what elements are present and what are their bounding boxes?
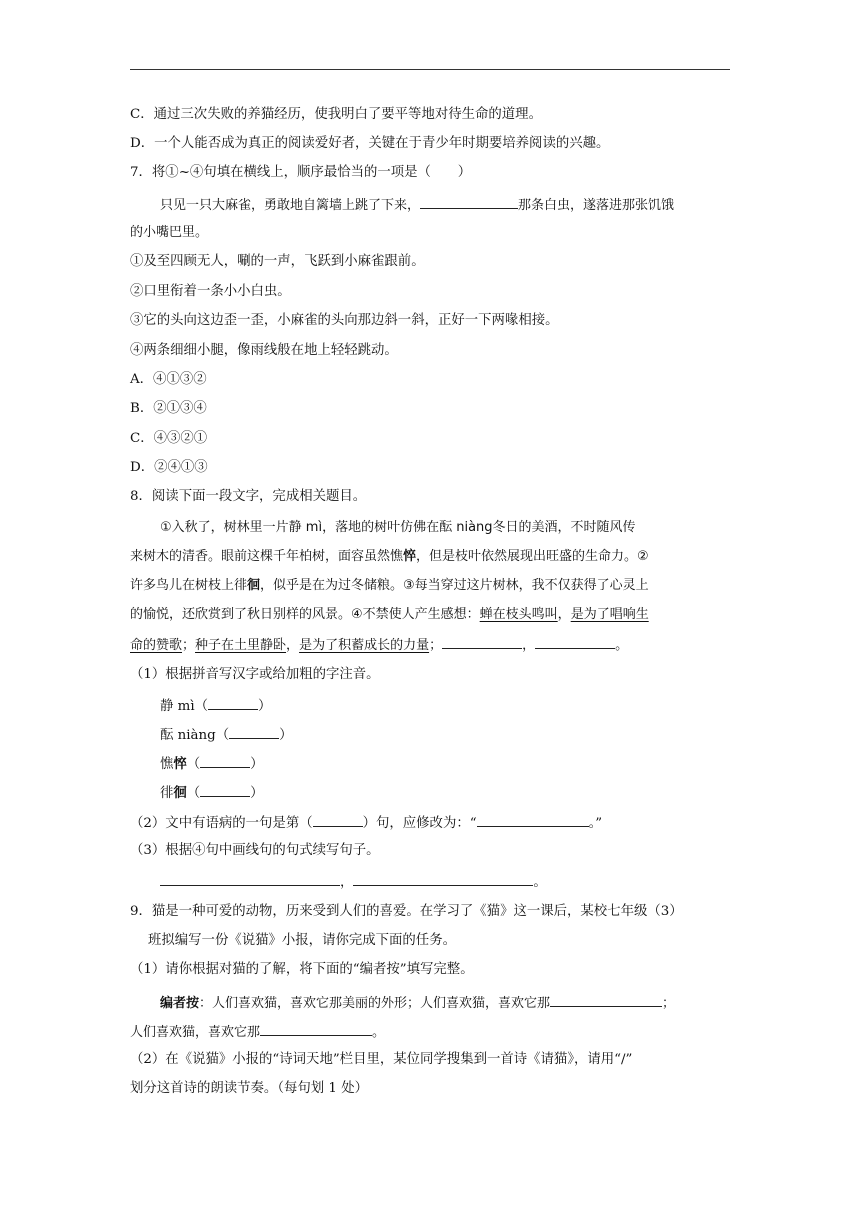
q7-stem: 7．将①~④句填在横线上，顺序最恰当的一项是（ ） [130, 165, 472, 180]
q8-p3b: ，似乎是在为过冬储粮。③每当穿过这片树林，我不仅获得了心灵上 [260, 578, 649, 593]
q8-sub3-blank-2 [353, 873, 533, 886]
q9-editor-blank-2 [260, 1023, 372, 1036]
q8-answer-niang [160, 726, 293, 744]
q8-p5b: ， [286, 638, 300, 653]
q8-stem: 8．阅读下面一段文字，完成相关题目。 [130, 489, 367, 504]
q7-sentence-3: ③它的头向这边歪一歪，小麻雀的头向那边斜一斜，正好一下两喙相接。 [130, 313, 559, 328]
q8-underline-3: 命的赞歌 [130, 638, 183, 653]
q8-a3-blank [200, 755, 250, 768]
q8-answer-huai [160, 784, 264, 802]
q8-p5a: ； [182, 638, 196, 653]
q8-a4-bold: 徊 [173, 785, 187, 801]
q8-underline-1: 蝉在枝头鸣叫 [479, 607, 558, 622]
q8-p3a: 许多鸟儿在树枝上徘 [130, 578, 248, 593]
q9-editor-d: 。 [372, 1025, 386, 1040]
q8-sub3-answer [160, 873, 547, 891]
q8-sub2 [130, 814, 602, 832]
q8-answer-mi [160, 697, 271, 715]
q8-a4-blank [200, 784, 250, 797]
q7-option-c: C．④③②① [130, 431, 208, 446]
q7-option-a: A．④①③② [130, 372, 207, 387]
q8-a4-label: 徘 [160, 786, 174, 801]
q8-a1-blank [208, 697, 258, 710]
q8-sub2-a: （2）文中有语病的一句是第（ [130, 816, 313, 831]
q6-option-c: C．通过三次失败的养猫经历，使我明白了要平等地对待生命的道理。 [130, 107, 542, 122]
q7-passage-c: 的小嘴巴里。 [130, 225, 209, 240]
q7-option-b: B．②①③④ [130, 401, 207, 416]
q8-a4-close: ） [250, 786, 264, 801]
q8-p4a: 的愉悦，还欣赏到了秋日别样的风景。④不禁使人产生感想： [130, 607, 480, 622]
q9-sub1: （1）请你根据对猫的了解，将下面的“编者按”填写完整。 [130, 962, 474, 977]
q8-p5-end: 。 [615, 638, 629, 653]
q8-p1b: ，落地的树叶仿佛在酝 [322, 520, 453, 535]
q8-underline-2: 是为了唱响生 [570, 607, 649, 622]
q7-sentence-2: ②口里衔着一条小小白虫。 [130, 284, 291, 299]
q8-p5c: ； [429, 638, 443, 653]
q8-sub3-end: 。 [533, 875, 547, 890]
q8-answer-cui [160, 755, 264, 773]
q8-a3-open: （ [186, 757, 201, 772]
q9-stem-line1: 9．猫是一种可爱的动物，历来受到人们的喜爱。在学习了《猫》这一课后，某校七年级（3） [130, 904, 683, 919]
q8-passage-line5 [130, 636, 628, 654]
q8-a2-close: ） [279, 728, 293, 743]
q8-pinyin-niang: niàng [456, 520, 493, 535]
q8-a1-close: ） [258, 699, 272, 714]
q7-sentence-1: ①及至四顾无人，唰的一声，飞跃到小麻雀跟前。 [130, 254, 425, 269]
q8-a3-close: ） [250, 757, 264, 772]
q8-sub3-sep: ， [340, 875, 354, 890]
q8-bold-huai: 徊 [247, 578, 261, 593]
q8-underline-5: 是为了积蓄成长的力量 [299, 638, 430, 653]
q9-stem-line2: 班拟编写一份《说猫》小报，请你完成下面的任务。 [148, 933, 456, 948]
q8-p1c: 冬日的美酒，不时随风传 [492, 520, 636, 535]
q8-passage-line3 [130, 578, 649, 594]
q8-bold-cui: 悴 [403, 549, 417, 564]
q8-p1a: ①入秋了，树林里一片静 [160, 520, 302, 535]
header-rule [130, 69, 730, 70]
q8-sub1: （1）根据拼音写汉字或给加粗的字注音。 [130, 667, 380, 682]
q8-sub2-b: ）句，应修改为：“ [362, 816, 477, 831]
q8-p5-sep: ， [522, 638, 536, 653]
q7-passage-a: 只见一只大麻雀，勇敢地自篱墙上跳了下来， [160, 198, 421, 213]
q9-sub2-line1: （2）在《说猫》小报的“诗词天地”栏目里，某位同学搜集到一首诗《请猫》，请用“/” [130, 1052, 633, 1067]
q8-p2a: 来树木的清香。眼前这棵千年柏树，面容虽然憔 [130, 549, 404, 564]
q8-sub2-blank-1 [313, 814, 363, 827]
q8-underline-4: 种子在土里静卧 [195, 638, 287, 653]
q8-sub2-blank-2 [477, 814, 589, 827]
q7-fill-blank [420, 196, 518, 209]
q8-passage-line4 [130, 607, 649, 623]
q8-sub3: （3）根据④句中画线句的句式续写句子。 [130, 843, 380, 858]
q8-passage-blank-1 [442, 636, 522, 649]
q8-p4b: ， [557, 607, 571, 622]
q8-a3-bold: 悴 [173, 756, 187, 772]
q8-a1-label: 静 mì（ [160, 699, 209, 714]
q8-a2-label: 酝 niàng（ [160, 728, 230, 743]
q8-p2b: ，但是枝叶依然展现出旺盛的生命力。② [416, 549, 649, 564]
q8-passage-blank-2 [535, 636, 615, 649]
q7-option-d: D．②④①③ [130, 460, 208, 475]
q9-editor-note-line1 [160, 994, 675, 1012]
q9-sub2-line2: 划分这首诗的朗读节奏。（每句划 1 处） [130, 1081, 368, 1096]
q9-editor-label: 编者按 [160, 996, 200, 1011]
q8-pinyin-mi: mì [305, 520, 323, 535]
q7-passage-b: 那条白虫，遂落进那张饥饿 [518, 198, 675, 213]
q8-sub3-blank-1 [160, 873, 340, 886]
q9-editor-blank-1 [550, 994, 662, 1007]
q8-passage-line2 [130, 549, 649, 565]
q7-passage-line1 [160, 196, 674, 214]
q8-passage-line1 [160, 520, 636, 536]
q8-a3-label: 憔 [160, 757, 174, 772]
q8-a2-blank [229, 726, 279, 739]
q7-sentence-4: ④两条细细小腿，像雨线般在地上轻轻跳动。 [130, 343, 398, 358]
q9-editor-a: ：人们喜欢猫，喜欢它那美丽的外形；人们喜欢猫，喜欢它那 [199, 996, 551, 1011]
q9-editor-b: ； [662, 996, 676, 1011]
q8-sub2-c: 。” [588, 816, 603, 831]
q9-editor-c: 人们喜欢猫，喜欢它那 [130, 1025, 261, 1040]
q6-option-d: D．一个人能否成为真正的阅读爱好者，关键在于青少年时期要培养阅读的兴趣。 [130, 136, 610, 151]
q8-a4-open: （ [186, 786, 201, 801]
q9-editor-note-line2 [130, 1023, 385, 1041]
